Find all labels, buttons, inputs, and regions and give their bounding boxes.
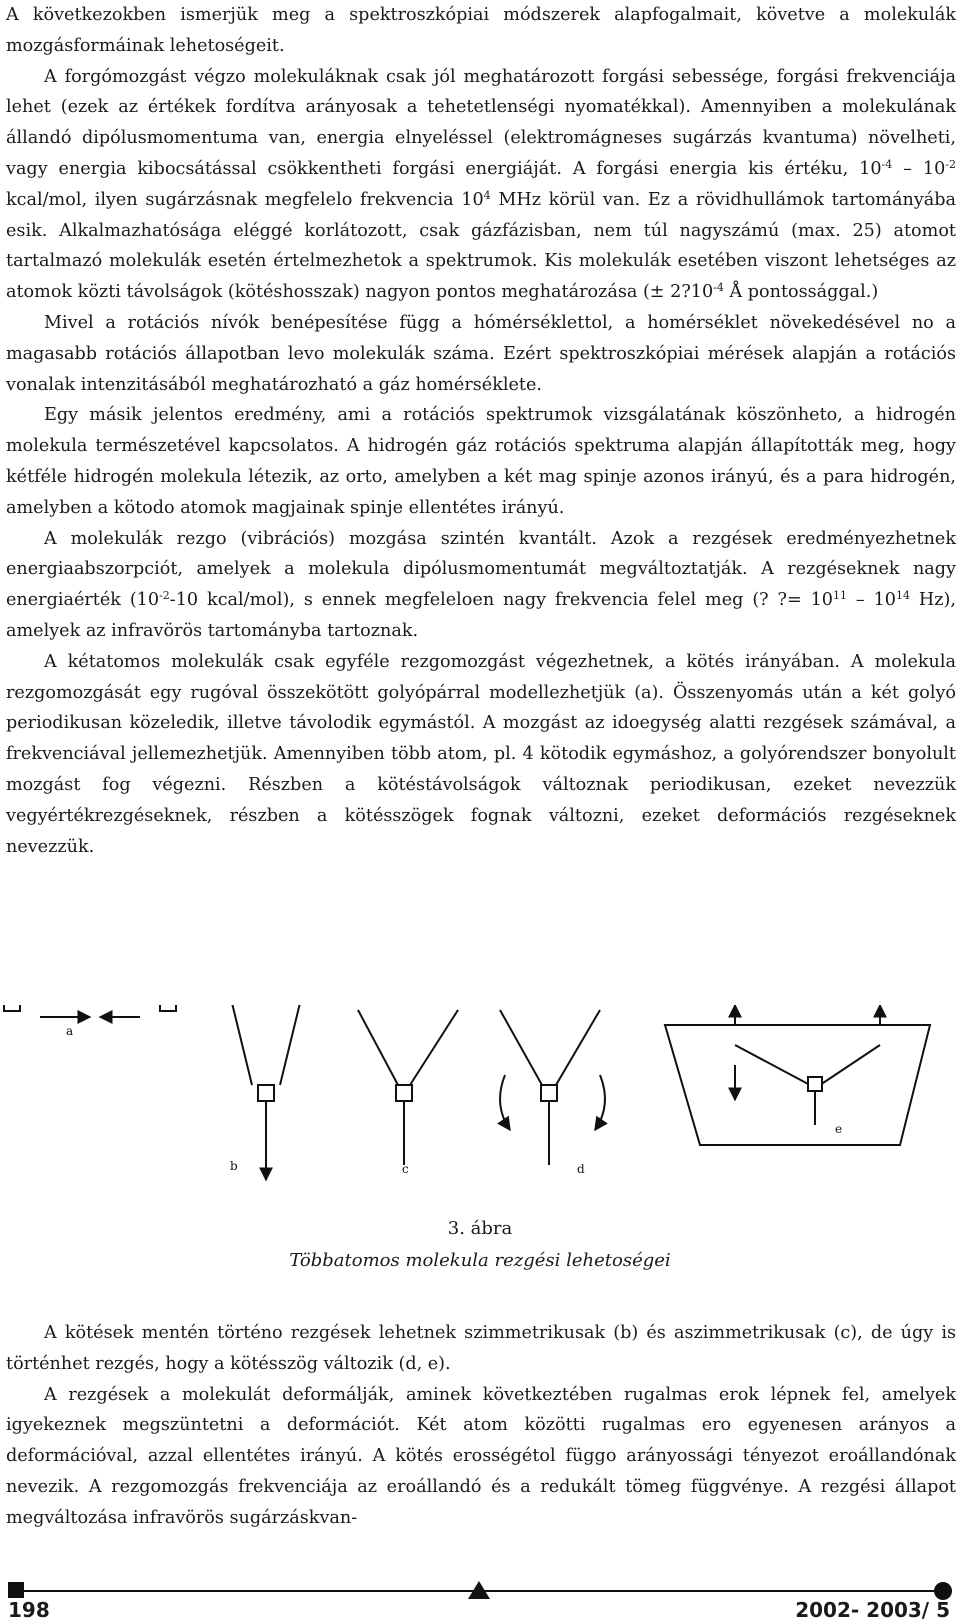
diagram-c [358, 1010, 458, 1165]
paragraph-intro: A következokben ismerjük meg a spektroszkópiai módszerek alapfogalmait, követve a molekulák mozgásformáinak lehetoségeit. [6, 5, 956, 56]
page-number: 198 [8, 1598, 50, 1622]
paragraph-vibration: A molekulák rezgo (vibrációs) mozgása szintén kvantált. Azok a rezgések eredményezhetnek energiaabszorpciót, amelyek a molekula dipólusmomentumát megváltoztatják. A rezgéseknek nagy energiaérték ($10^{-2}-10$ kcal/mol), s ennek megfeleloen nagy frekvencia felel meg (? ?= $10^{11} - 10^{14}$ Hz), amelyek az infravörös tartományba tartoznak. [6, 528, 956, 641]
label-c: c [402, 1162, 409, 1176]
paragraph-rotation: A forgómozgást végzo molekuláknak csak jól meghatározott forgási sebessége, forgási frekvenciája lehet (ezek az értékek fordítva arányosak a tehetetlenségi nyomatékkal). Amennyiben a molekulának állandó dipólusmomentuma van, energia elnyeléssel (elektromágneses sugárzás kvantuma) növelheti, vagy energia kibocsátással csökkentheti forgási energiáját. A forgási energia kis értéku, $10^{-4} - 10^{-2}$ kcal/mol, ilyen sugárzásnak megfelelo frekvencia $10^4$ MHz körül van. Ez a rövidhullámok tartományába esik. Alkalmazhatósága eléggé korlátozott, csak gázfázisban, nem túl nagyszámú (max. 25) atomot tartalmazó molekulák esetén értelmezhetok a spektrumok. Kis molekulák esetében viszont lehetséges az atomok közti távolságok (kötéshosszak) nagyon pontos meghatározása (± $2?10^{-4}$ Å pontossággal.) [6, 66, 956, 303]
label-a: a [66, 1024, 74, 1038]
label-d: d [577, 1162, 585, 1176]
issue-number: 2002- 2003/ 5 [795, 1598, 950, 1622]
diagram-e [665, 1005, 930, 1145]
diagram-a [4, 1005, 176, 1017]
body-text-top [6, 0, 956, 862]
label-e: e [835, 1122, 843, 1136]
paragraph-deformation: A rezgések a molekulát deformálják, aminek következtében rugalmas erok lépnek fel, amelyek igyekeznek megszüntetni a deformációt. Két atom közötti rugalmas ero egyenesen arányos a deformációval, azzal ellentétes irányú. A kötés erosségétol függo arányossági tényezot eroállandónak nevezik. A rezgomozgás frekvenciája az eroállandó és a redukált tömeg függvénye. A rezgési állapot megváltozása infravörös sugárzáskvan- [6, 1384, 956, 1528]
page-footer [0, 1580, 960, 1620]
paragraph-hydrogen: Egy másik jelentos eredmény, ami a rotációs spektrumok vizsgálatának köszönheto, a hidrogén molekula természetével kapcsolatos. A hidrogén gáz rotációs spektruma alapján állapították meg, hogy kétféle hidrogén molekula létezik, az orto, amelyben a két mag spinje azonos irányú, és a para hidrogén, amelyben a kötodo atomok magjainak spinje ellentétes irányú. [6, 405, 956, 518]
label-b: b [230, 1159, 238, 1173]
paragraph-symmetric: A kötések mentén történo rezgések lehetnek szimmetrikusak (b) és aszimmetrikusak (c), de úgy is történhet rezgés, hogy a kötésszög változik (d, e). [6, 1323, 956, 1374]
figure-number: 3. ábra [447, 1218, 513, 1239]
figure-vibration-modes [0, 1005, 960, 1240]
figure-drawing [0, 1005, 960, 1240]
body-text-bottom [6, 1318, 956, 1534]
diagram-d [500, 1010, 605, 1165]
square-icon [8, 1582, 24, 1598]
figure-caption: Többatomos molekula rezgési lehetoségei [289, 1250, 671, 1271]
triangle-icon [468, 1581, 490, 1599]
diagram-b [232, 1005, 300, 1180]
paragraph-diatomic: A kétatomos molekulák csak egyféle rezgomozgást végezhetnek, a kötés irányában. A molekula rezgomozgását egy rugóval összekötött golyópárral modellezhetjük (a). Összenyomás után a két golyó periodikusan közeledik, illetve távolodik egymástól. A mozgást az idoegység alatti rezgések számával, a frekvenciával jellemezhetjük. Amennyiben több atom, pl. 4 kötodik egymáshoz, a golyórendszer bonyolult mozgást fog végezni. Részben a kötéstávolságok változnak periodikusan, ezeket nevezzük vegyértékrezgéseknek, részben a kötésszögek fognak változni, ezeket deformációs rezgéseknek nevezzük. [6, 651, 956, 857]
paragraph-temperature: Mivel a rotációs nívók benépesítése függ a hómérséklettol, a homérséklet növekedésével no a magasabb rotációs állapotban levo molekulák száma. Ezért spektroszkópiai mérések alapján a rotációs vonalak intenzitásából meghatározható a gáz homérséklete. [6, 312, 956, 395]
